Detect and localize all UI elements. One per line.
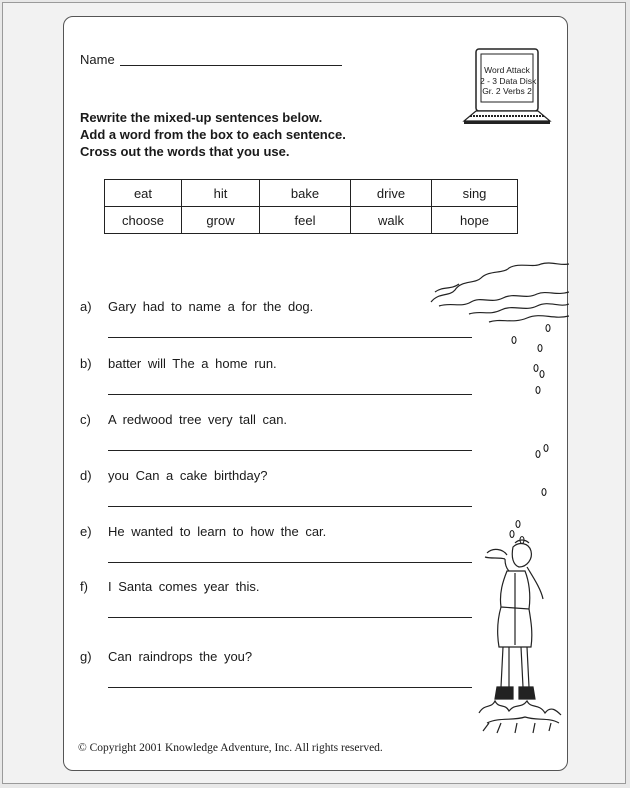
exercise-letter: a) xyxy=(80,299,92,314)
answer-line-d[interactable] xyxy=(108,506,472,507)
word-box-cell: walk xyxy=(351,207,432,234)
answer-line-b[interactable] xyxy=(108,394,472,395)
word-box-cell: drive xyxy=(351,180,432,207)
exercise-letter: e) xyxy=(80,524,92,539)
computer-label-line-2: 2 - 3 Data Disk xyxy=(480,75,537,86)
name-input-line[interactable] xyxy=(120,65,342,66)
exercise-letter: b) xyxy=(80,356,92,371)
exercise-sentence: Can raindrops the you? xyxy=(108,649,253,664)
worksheet-page xyxy=(63,16,568,771)
word-box xyxy=(104,179,518,234)
word-box-row xyxy=(105,180,518,207)
exercise-sentence: you Can a cake birthday? xyxy=(108,468,268,483)
answer-line-f[interactable] xyxy=(108,617,472,618)
child-catching-raindrops-illustration xyxy=(469,537,564,737)
exercise-sentence: He wanted to learn to how the car. xyxy=(108,524,327,539)
word-box-cell: feel xyxy=(260,207,351,234)
word-box-cell: bake xyxy=(260,180,351,207)
answer-line-e[interactable] xyxy=(108,562,472,563)
computer-label-line-1: Word Attack xyxy=(484,65,530,75)
exercise-letter: f) xyxy=(80,579,88,594)
exercise-letter: c) xyxy=(80,412,91,427)
word-box-cell: choose xyxy=(105,207,182,234)
computer-label-line-3: Gr. 2 Verbs 2 xyxy=(482,86,532,96)
answer-line-c[interactable] xyxy=(108,450,472,451)
exercise-sentence: batter will The a home run. xyxy=(108,356,277,371)
instruction-line-2: Add a word from the box to each sentence. xyxy=(80,127,346,142)
exercise-letter: g) xyxy=(80,649,92,664)
word-box-cell: hit xyxy=(182,180,260,207)
exercise-sentence: I Santa comes year this. xyxy=(108,579,260,594)
instructions xyxy=(80,109,346,160)
word-box-cell: hope xyxy=(432,207,518,234)
word-box-row xyxy=(105,207,518,234)
answer-line-a[interactable] xyxy=(108,337,472,338)
word-box-cell: grow xyxy=(182,207,260,234)
exercise-sentence: A redwood tree very tall can. xyxy=(108,412,288,427)
copyright-notice: © Copyright 2001 Knowledge Adventure, Inc. All rights reserved. xyxy=(78,742,383,754)
instruction-line-3: Cross out the words that you use. xyxy=(80,144,290,159)
computer-screen-label xyxy=(480,65,537,97)
exercise-letter: d) xyxy=(80,468,92,483)
word-box-cell: eat xyxy=(105,180,182,207)
exercise-sentence: Gary had to name a for the dog. xyxy=(108,299,314,314)
word-box-cell: sing xyxy=(432,180,518,207)
instruction-line-1: Rewrite the mixed-up sentences below. xyxy=(80,110,323,125)
answer-line-g[interactable] xyxy=(108,687,472,688)
name-label: Name xyxy=(80,52,115,67)
